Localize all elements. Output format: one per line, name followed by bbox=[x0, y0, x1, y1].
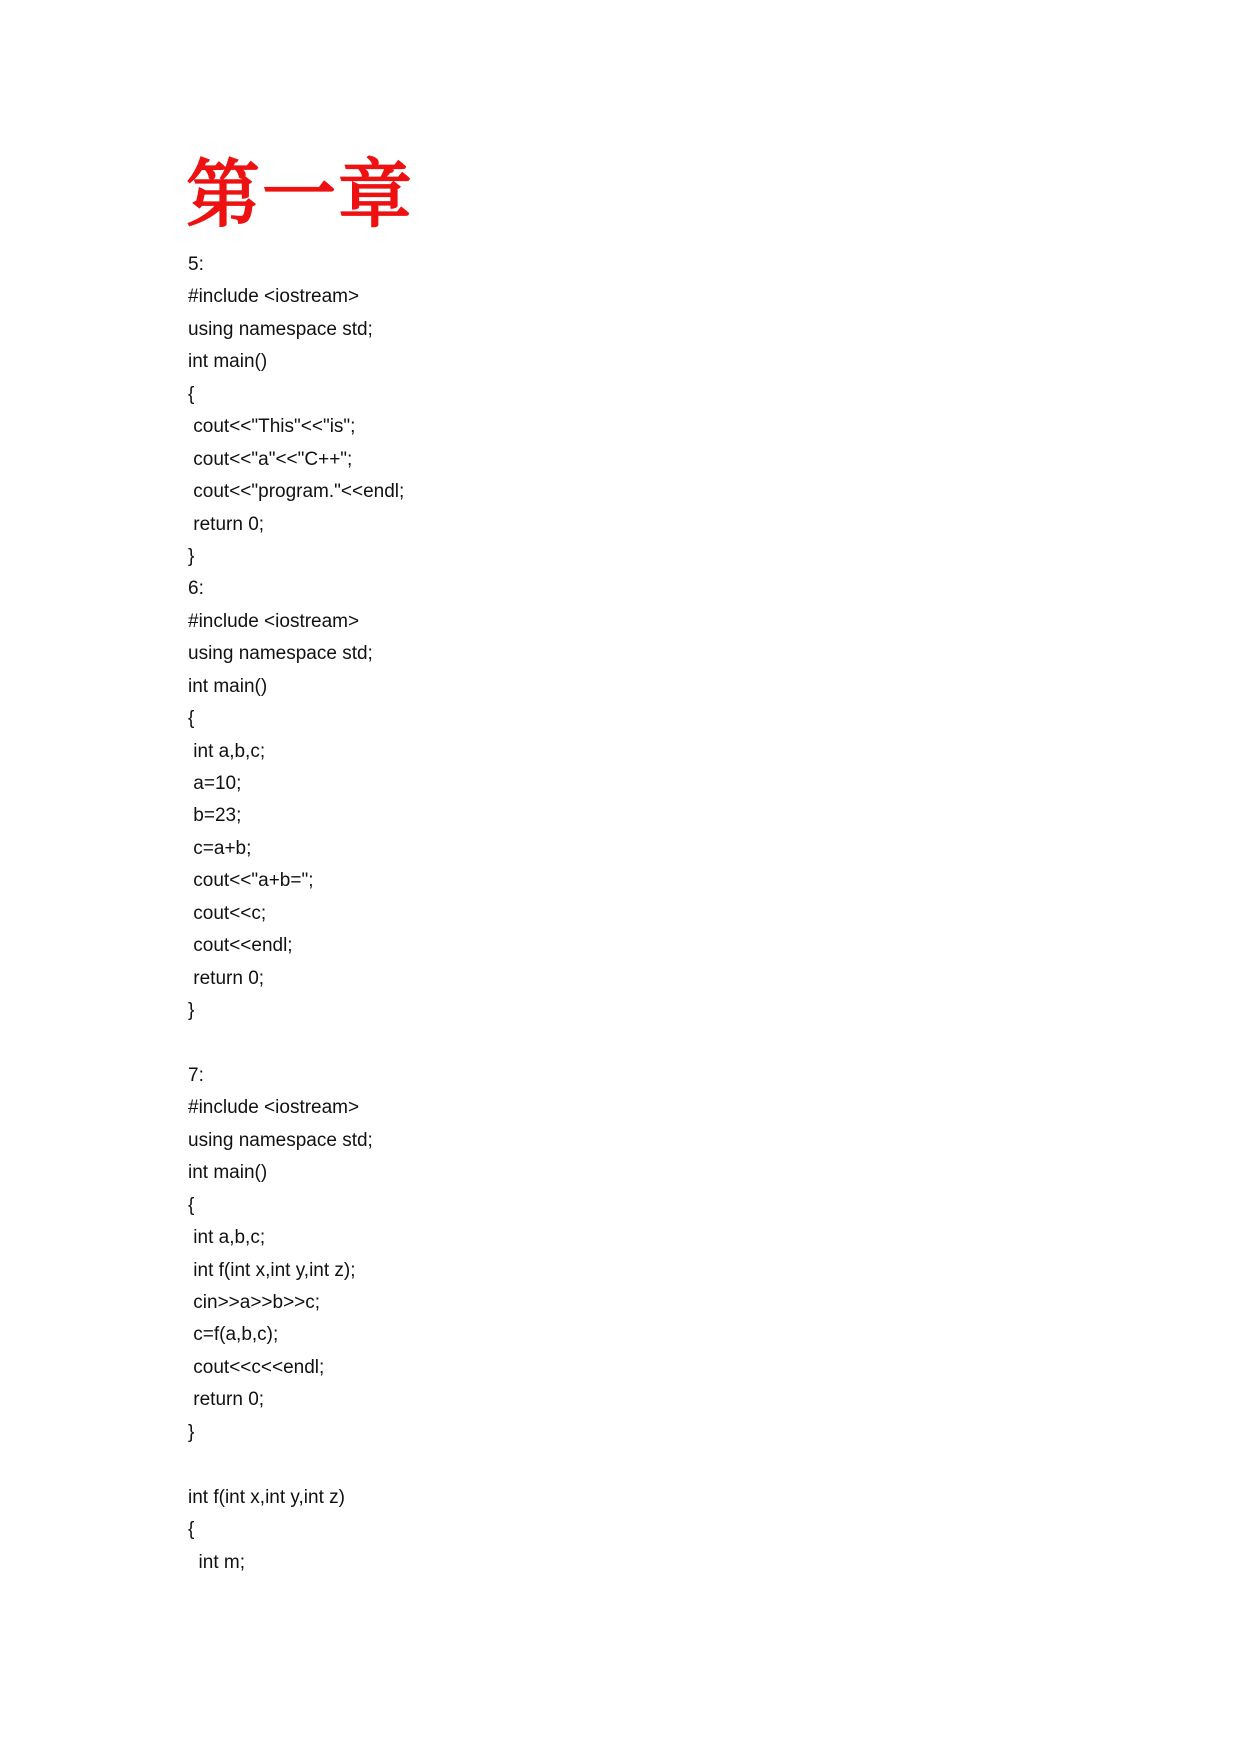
code-line: using namespace std; bbox=[188, 643, 373, 665]
code-line: #include <iostream> bbox=[188, 610, 360, 632]
code-line: #include <iostream> bbox=[188, 286, 360, 308]
blank-line bbox=[188, 1028, 404, 1060]
code-line: 7: bbox=[188, 1064, 204, 1086]
code-line: c=a+b; bbox=[188, 837, 252, 859]
code-line: return 0; bbox=[188, 967, 265, 989]
code-line: cout<<"a+b="; bbox=[188, 870, 314, 892]
blank-line bbox=[188, 1449, 404, 1481]
code-line: } bbox=[188, 1421, 195, 1443]
code-line: { bbox=[188, 1194, 195, 1216]
code-line: int m; bbox=[188, 1551, 246, 1573]
code-line: cout<<"program."<<endl; bbox=[188, 481, 405, 503]
code-line: c=f(a,b,c); bbox=[188, 1324, 279, 1346]
code-listing bbox=[188, 249, 404, 1579]
code-line: int f(int x,int y,int z); bbox=[188, 1259, 356, 1281]
code-line: return 0; bbox=[188, 513, 265, 535]
code-line: using namespace std; bbox=[188, 1129, 373, 1151]
code-line: int f(int x,int y,int z) bbox=[188, 1486, 345, 1508]
code-line: cout<<endl; bbox=[188, 935, 293, 957]
code-line: } bbox=[188, 1000, 195, 1022]
code-line: int a,b,c; bbox=[188, 740, 266, 762]
code-line: a=10; bbox=[188, 773, 242, 794]
code-line: return 0; bbox=[188, 1389, 265, 1411]
code-line: { bbox=[188, 383, 195, 405]
code-line: { bbox=[188, 1519, 195, 1541]
code-line: cout<<c; bbox=[188, 902, 267, 924]
code-line: int a,b,c; bbox=[188, 1227, 266, 1249]
code-line: cin>>a>>b>>c; bbox=[188, 1292, 321, 1313]
code-line: } bbox=[188, 545, 195, 567]
code-line: int main() bbox=[188, 351, 268, 373]
chapter-title: 第一章 bbox=[186, 152, 414, 238]
code-line: cout<<"a"<<"C++"; bbox=[188, 448, 353, 470]
code-line: 5: bbox=[188, 254, 204, 275]
code-line: cout<<c<<endl; bbox=[188, 1356, 325, 1378]
code-line: using namespace std; bbox=[188, 318, 373, 340]
code-line: b=23; bbox=[188, 805, 242, 827]
code-line: #include <iostream> bbox=[188, 1097, 360, 1119]
code-line: 6: bbox=[188, 578, 204, 600]
code-line: int main() bbox=[188, 675, 268, 697]
code-line: cout<<"This"<<"is"; bbox=[188, 416, 356, 438]
code-line: int main() bbox=[188, 1162, 268, 1184]
code-line: { bbox=[188, 708, 195, 730]
